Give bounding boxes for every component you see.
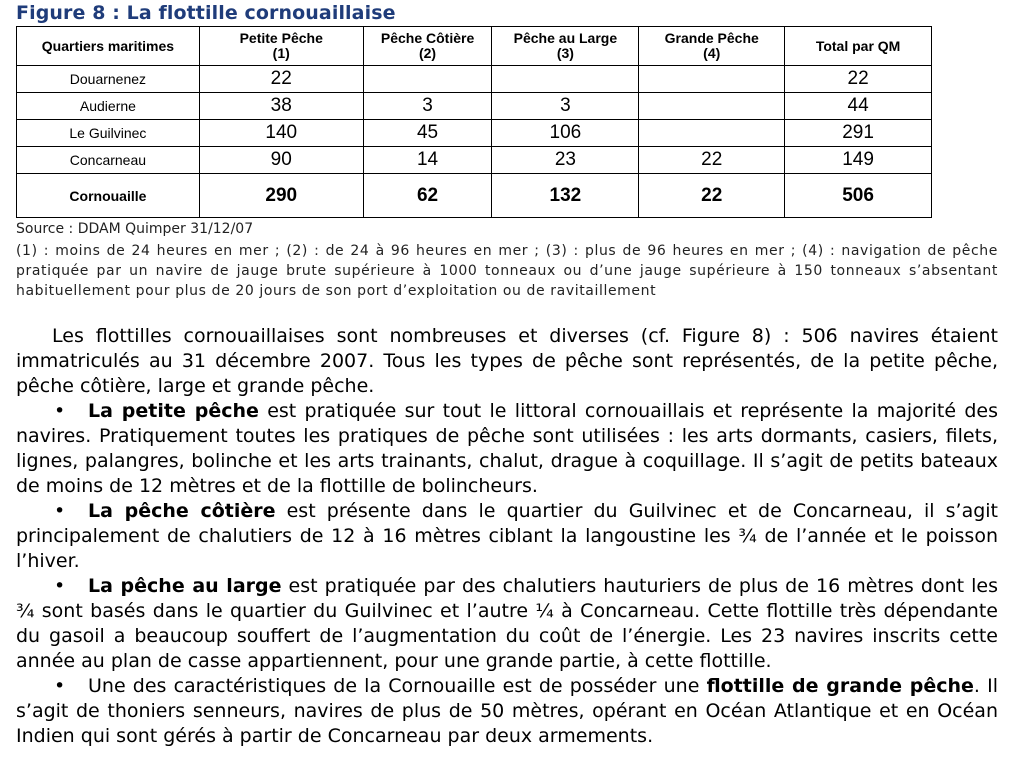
table-cell: 3 [492,93,639,120]
table-cell: 140 [199,120,363,147]
row-label: Concarneau [17,147,200,174]
table-cell: 45 [363,120,492,147]
bullet-text: est présente dans le quartier du Guilvinec et de Concarneau, il s’agit principalement de chalutiers de 12 à 16 mètres ciblant la langoustine les ¾ de l’année et le poisson l’hiver. [16,500,999,572]
table-cell: 22 [639,147,785,174]
table-cell: 38 [199,93,363,120]
table-row [17,120,932,147]
table-cell: 23 [492,147,639,174]
table-cell: 22 [199,66,363,93]
header-total: Total par QM [785,27,932,66]
bullet-icon: • [54,675,66,697]
table-cell: 3 [363,93,492,120]
table-cell [639,120,785,147]
table-cell: 149 [785,147,932,174]
table-cell: 106 [492,120,639,147]
bullet-icon: • [54,500,66,522]
table-cell: 14 [363,147,492,174]
bullet-grande-peche [16,674,998,749]
footnotes: (1) : moins de 24 heures en mer ; (2) : de 24 à 96 heures en mer ; (3) : plus de 96 heures en mer ; (4) : navigation de pêche pratiquée par un navire de jauge brute supérieure à 1000 tonneaux ou d’une jauge supérieure à 150 tonneaux s’absentant habituellement pour plus de 20 jours de son port d’exploitation ou de ravitaillement [16,243,998,299]
bullet-peche-cotiere [16,499,998,574]
bullet-heading: La pêche au large [88,575,282,597]
bullet-icon: • [54,575,66,597]
bullet-text: . Il s’agit de thoniers senneurs, navires de plus de 50 mètres, opérant en Océan Atlantique et en Océan Indien qui sont gérés à partir de Concarneau par deux armements. [16,675,998,747]
row-label: Le Guilvinec [17,120,200,147]
table-cell: 290 [199,174,363,218]
table-cell: 22 [639,174,785,218]
source-note: Source : DDAM Quimper 31/12/07 [16,221,254,237]
table-cell [639,93,785,120]
table-cell [639,66,785,93]
table-row [17,93,932,120]
bullet-text: Une des caractéristiques de la Cornouaille est de posséder une [88,675,707,697]
row-label: Audierne [17,93,200,120]
intro-paragraph: Les flottilles cornouaillaises sont nombreuses et diverses (cf. Figure 8) : 506 navires étaient immatriculés au 31 décembre 2007. Tous les types de pêche sont représentés, de la petite pêche, pêche côtière, large et grande pêche. [16,325,998,397]
table-cell [363,66,492,93]
table-cell: 132 [492,174,639,218]
body-text [16,324,998,749]
table-cell: 506 [785,174,932,218]
header-grande-peche: Grande Pêche (4) [639,27,785,66]
header-peche-cotiere: Pêche Côtière (2) [363,27,492,66]
table-cell: 90 [199,147,363,174]
table-cell [492,66,639,93]
figure-title: Figure 8 : La flottille cornouaillaise [16,2,396,24]
table-header-row [17,27,932,66]
table-cell: 291 [785,120,932,147]
header-quartiers: Quartiers maritimes [17,27,200,66]
bullet-text: est pratiquée par des chalutiers hauturiers de plus de 16 mètres dont les ¾ sont basés dans le quartier du Guilvinec et l’autre ¼ à Concarneau. Cette flottille très dépendante du gasoil a beaucoup souffert de l’augmentation du coût de l’énergie. Les 23 navires inscrits cette année au plan de casse appartiennent, pour une grande partie, à cette flottille. [16,575,998,672]
header-petite-peche: Petite Pêche (1) [199,27,363,66]
table-cell: 62 [363,174,492,218]
row-label: Douarnenez [17,66,200,93]
table-row [17,66,932,93]
bullet-icon: • [54,400,66,422]
table-cell: 22 [785,66,932,93]
bullet-petite-peche [16,399,998,499]
table-row [17,147,932,174]
bullet-text: est pratiquée sur tout le littoral cornouaillais et représente la majorité des navires. Pratiquement toutes les pratiques de pêche sont utilisées : les arts dormants, casiers, filets, lignes, palangres, bolinche et les arts trainants, chalut, drague à coquillage. Il s’agit de petits bateaux de moins de 12 mètres et de la flottille de bolincheurs. [16,400,998,497]
bullet-peche-au-large [16,574,998,674]
row-label: Cornouaille [17,174,200,218]
table-total-row [17,174,932,218]
bullet-heading: La pêche côtière [88,500,276,522]
bullet-heading: La petite pêche [88,400,259,422]
header-peche-au-large: Pêche au Large (3) [492,27,639,66]
fleet-table [16,26,932,218]
table-cell: 44 [785,93,932,120]
bullet-heading: flottille de grande pêche [706,675,974,697]
